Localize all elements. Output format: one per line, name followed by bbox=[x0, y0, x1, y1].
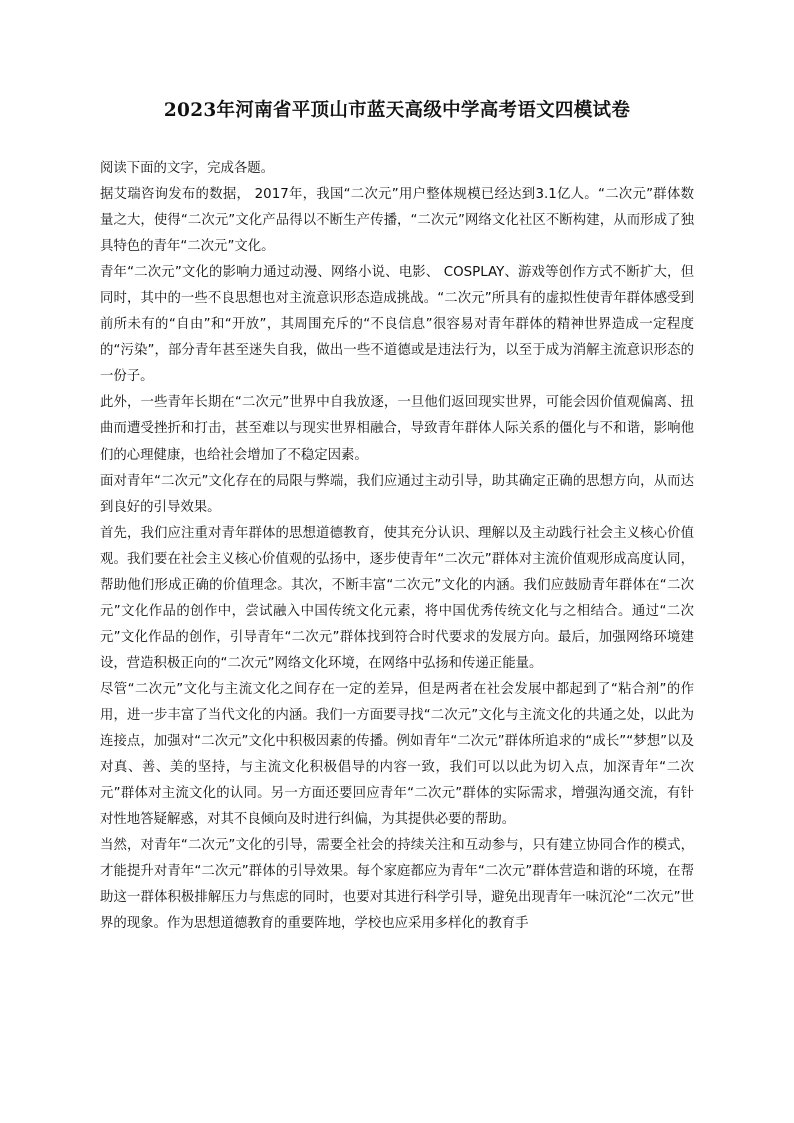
paragraph: 当然，对青年“二次元”文化的引导，需要全社会的持续关注和互动参与，只有建立协同合作的模式，才能提升对青年“二次元”群体的引导效果。每个家庭都应为青年“二次元”群体营造和谐的环境，在帮助这一群体积极排解压力与焦虑的同时，也要对其进行科学引导，避免出现青年一味沉沦“二次元”世界的现象。作为思想道德教育的重要阵地，学校也应采用多样化的教育手 bbox=[100, 838, 694, 932]
paragraph: 首先，我们应注重对青年群体的思想道德教育，使其充分认识、理解以及主动践行社会主义核心价值观。我们要在社会主义核心价值观的弘扬中，逐步使青年“二次元”群体对主流价值观形成高度认同，帮助他们形成正确的价值理念。其次，不断丰富“二次元”文化的内涵。我们应鼓励青年群体在“二次元”文化作品的创作中，尝试融入中国传统文化元素，将中国优秀传统文化与之相结合。通过“二次元”文化作品的创作，引导青年“二次元”群体找到符合时代要求的发展方向。最后，加强网络环境建设，营造积极正向的“二次元”网络文化环境，在网络中弘扬和传递正能量。 bbox=[100, 525, 694, 671]
article-body bbox=[100, 156, 694, 937]
paragraph: 此外，一些青年长期在“二次元”世界中自我放逐，一旦他们返回现实世界，可能会因价值观偏离、扭曲而遭受挫折和打击，甚至难以与现实世界相融合，导致青年群体人际关系的僵化与不和谐，影响他们的心理健康，也给社会增加了不稳定因素。 bbox=[100, 395, 694, 463]
paragraph: 据艾瑞咨询发布的数据， 2017年，我国“二次元”用户整体规模已经达到3.1亿人。“二次元”群体数量之大，使得“二次元”文化产品得以不断生产传播，“二次元”网络文化社区不断构建，从而形成了独具特色的青年“二次元”文化。 bbox=[100, 187, 694, 255]
paragraph: 尽管“二次元”文化与主流文化之间存在一定的差异，但是两者在社会发展中都起到了“粘合剂”的作用，进一步丰富了当代文化的内涵。我们一方面要寻找“二次元”文化与主流文化的共通之处，以此为连接点，加强对“二次元”文化中积极因素的传播。例如青年“二次元”群体所追求的“成长”“梦想”以及对真、善、美的坚持，与主流文化积极倡导的内容一致，我们可以以此为切入点，加深青年“二次元”群体对主流文化的认同。另一方面还要回应青年“二次元”群体的实际需求，增强沟通交流，有针对性地答疑解惑，对其不良倾向及时进行纠偏，为其提供必要的帮助。 bbox=[100, 681, 694, 828]
page-title: 2023年河南省平顶山市蓝天高级中学高考语文四模试卷 bbox=[163, 100, 631, 121]
paragraph: 面对青年“二次元”文化存在的局限与弊端，我们应通过主动引导，助其确定正确的思想方向，从而达到良好的引导效果。 bbox=[100, 473, 694, 515]
paragraph-instruction: 阅读下面的文字，完成各题。 bbox=[100, 161, 275, 176]
paragraph: 青年“二次元”文化的影响力通过动漫、网络小说、电影、 COSPLAY、游戏等创作方式不断扩大，但同时，其中的一些不良思想也对主流意识形态造成挑战。“二次元”所具有的虚拟性使青年群体感受到前所未有的“自由”和“开放”，其周围充斥的“不良信息”很容易对青年群体的精神世界造成一定程度的“污染”，部分青年甚至迷失自我，做出一些不道德或是违法行为，以至于成为消解主流意识形态的一份子。 bbox=[100, 265, 694, 385]
